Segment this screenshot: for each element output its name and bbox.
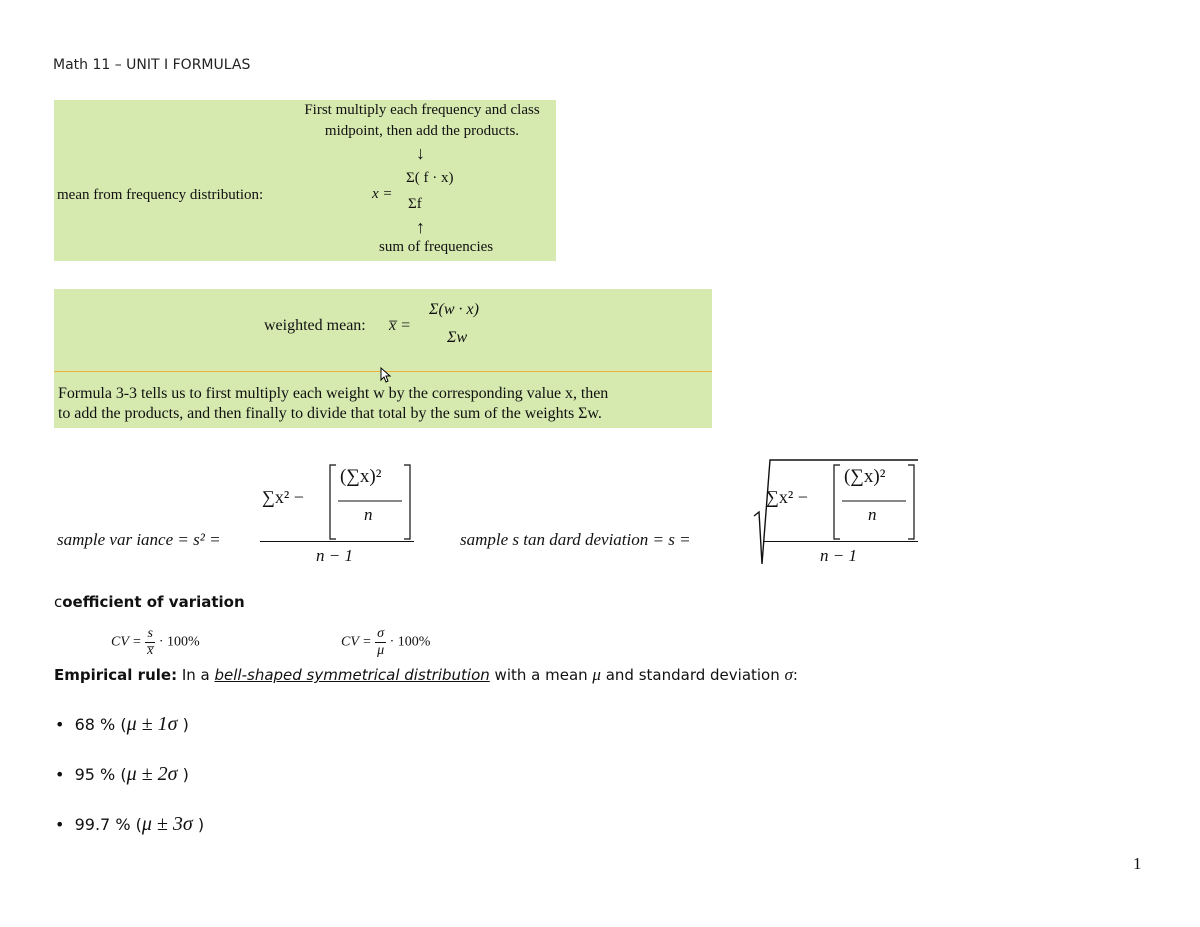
empirical-text-c: and standard deviation (600, 666, 785, 684)
weighted-numerator: Σ(w · x) (429, 301, 479, 318)
cv2-num: σ (377, 626, 385, 641)
bullet-close: ) (192, 815, 205, 834)
top-note-line1: First multiply each frequency and class (304, 102, 540, 118)
variance-lhs: sample var iance = s² = (57, 530, 221, 549)
sigma-symbol: σ (784, 665, 793, 684)
mouse-cursor-icon (380, 367, 392, 383)
stddev-inner-num: (∑x)² (844, 466, 886, 487)
bullet-dot: • (55, 765, 65, 784)
page-number: 1 (1133, 854, 1142, 873)
stddev-inner-den: n (868, 505, 877, 524)
cv2-fraction (375, 626, 386, 659)
variance-sum-x2: ∑x² − (262, 487, 304, 507)
variance-inner-den: n (364, 505, 373, 524)
mean-lhs: x = (372, 186, 393, 202)
bullet-dot: • (55, 715, 65, 734)
mean-numerator: Σ( f · x) (406, 170, 454, 186)
empirical-rule-line (54, 665, 798, 685)
up-arrow-icon: ↑ (416, 217, 425, 237)
cv-formula-2 (341, 626, 430, 659)
weighted-mean-box (54, 289, 712, 428)
mean-denominator: Σf (408, 196, 422, 212)
list-item (55, 813, 204, 836)
empirical-label: Empirical rule: (54, 666, 178, 684)
variance-denominator: n − 1 (316, 546, 353, 565)
cv1-fraction (145, 626, 155, 659)
bullet-pct: 99.7 % ( (74, 815, 142, 834)
cv1-rhs: · 100% (158, 634, 200, 650)
list-item (55, 713, 189, 736)
cv1-den: x̅ (147, 643, 154, 658)
cv2-den: μ (377, 643, 385, 658)
list-item (55, 763, 189, 786)
bullet-close: ) (177, 715, 189, 734)
variance-fraction-bar (260, 541, 414, 542)
mu-symbol: μ (592, 665, 601, 684)
bullet-dot: • (55, 815, 65, 834)
cv-heading-first: c (54, 593, 63, 611)
weighted-mean-label: weighted mean: (264, 317, 366, 334)
page-title: Math 11 – UNIT I FORMULAS (53, 57, 251, 73)
weighted-denominator: Σw (447, 329, 468, 346)
empirical-text-a: In a (177, 666, 215, 684)
weighted-explanation-line2: to add the products, and then finally to divide that total by the sum of the weights Σw. (58, 405, 602, 422)
empirical-text-b: with a mean (489, 666, 593, 684)
top-note-line2: midpoint, then add the products. (324, 123, 520, 139)
cv1-lhs: CV = (111, 634, 142, 650)
variance-inner-num: (∑x)² (340, 466, 382, 487)
cv1-num: s (147, 626, 153, 641)
mean-frequency-label: mean from frequency distribution: (57, 187, 264, 203)
stddev-fraction-bar (764, 541, 918, 542)
stddev-denominator: n − 1 (820, 546, 857, 565)
bottom-note: sum of frequencies (379, 239, 494, 255)
empirical-underlined: bell-shaped symmetrical distribution (214, 666, 490, 684)
mean-frequency-box (54, 100, 556, 261)
weighted-mean-lhs: x̅ = (389, 317, 411, 334)
cv-formula-1 (111, 626, 200, 659)
bullet-expr: μ ± 2σ (126, 763, 178, 785)
stddev-sum-x2: ∑x² − (766, 487, 808, 507)
down-arrow-icon: ↓ (416, 143, 425, 163)
weighted-explanation-line1: Formula 3-3 tells us to first multiply each weight w by the corresponding value x, then (58, 385, 609, 402)
cv-heading-rest: oefficient of variation (62, 593, 245, 611)
bullet-pct: 68 % ( (74, 715, 127, 734)
bullet-expr: μ ± 3σ (141, 813, 193, 835)
bullet-expr: μ ± 1σ (126, 713, 178, 735)
empirical-text-d: : (792, 666, 798, 684)
cv2-lhs: CV = (341, 634, 372, 650)
cv2-rhs: · 100% (389, 634, 431, 650)
cv-heading (54, 593, 245, 611)
bullet-close: ) (177, 765, 189, 784)
bullet-pct: 95 % ( (74, 765, 127, 784)
stddev-lhs: sample s tan dard deviation = s = (460, 530, 691, 549)
